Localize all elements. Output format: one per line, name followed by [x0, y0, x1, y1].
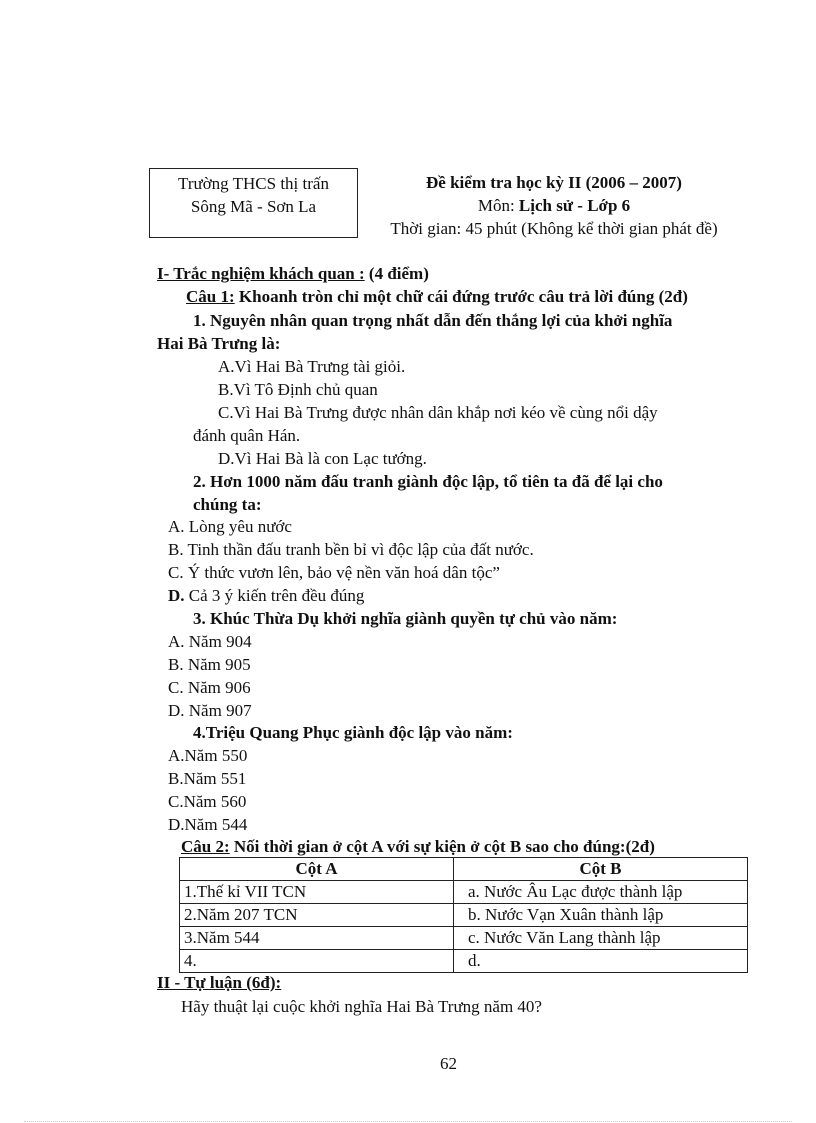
q1-option-a: A.Vì Hai Bà Trưng tài giỏi. [218, 357, 406, 376]
cau2-heading [181, 836, 655, 858]
page-bottom-rule [24, 1121, 792, 1122]
table-row [180, 904, 748, 927]
q4-option-d: D.Năm 544 [168, 815, 248, 834]
q2-option-b: B. Tinh thần đấu tranh bền bỉ vì độc lập của đất nước. [168, 540, 534, 559]
col-b-cell: a. Nước Âu Lạc được thành lập [454, 881, 748, 904]
col-a-header: Cột A [180, 858, 454, 881]
cau2-label: Câu 2: [181, 837, 230, 856]
subject-prefix: Môn: [477, 196, 519, 215]
q3-option-c: C. Năm 906 [168, 678, 251, 697]
col-b-cell: d. [454, 950, 748, 973]
subject-name: Lịch sử - Lớp 6 [518, 196, 631, 215]
col-a-cell: 4. [180, 950, 454, 973]
section1-points: (4 điểm) [364, 264, 429, 283]
q1-stem-line1: 1. Nguyên nhân quan trọng nhất dẫn đến thắng lợi của khởi nghĩa [193, 311, 673, 330]
school-name-line1: Trường THCS thị trấn [178, 174, 329, 193]
section2-title: II - Tự luận (6đ): [157, 973, 282, 992]
q4-option-b: B.Năm 551 [168, 769, 247, 788]
cau1-heading [186, 286, 688, 308]
q4-stem: 4.Triệu Quang Phục giành độc lập vào năm: [193, 723, 513, 742]
school-info-box [149, 168, 358, 238]
q4-option-c: C.Năm 560 [168, 792, 247, 811]
q3-option-a: A. Năm 904 [168, 632, 252, 651]
q2-option-d-letter: D. [168, 586, 185, 605]
page-number: 62 [440, 1054, 457, 1073]
q2-stem-line1: 2. Hơn 1000 năm đấu tranh giành độc lập, tổ tiên ta đã để lại cho [193, 472, 663, 491]
col-b-header: Cột B [454, 858, 748, 881]
cau1-text: Khoanh tròn chỉ một chữ cái đứng trước câu trả lời đúng (2đ) [234, 287, 688, 306]
q1-option-b: B.Vì Tô Định chủ quan [218, 380, 378, 399]
exam-time: Thời gian: 45 phút (Không kể thời gian phát đề) [390, 219, 718, 238]
q2-option-d-text: Cả 3 ý kiến trên đều đúng [184, 586, 365, 605]
q3-option-d: D. Năm 907 [168, 701, 252, 720]
cau2-text: Nối thời gian ở cột A với sự kiện ở cột B sao cho đúng:(2đ) [229, 837, 655, 856]
section2-question: Hãy thuật lại cuộc khởi nghĩa Hai Bà Trưng năm 40? [181, 997, 542, 1016]
q1-option-c-line2: đánh quân Hán. [193, 426, 301, 445]
table-row [180, 927, 748, 950]
table-row [180, 881, 748, 904]
q2-stem-line2: chúng ta: [193, 495, 262, 514]
q1-option-c-line1: C.Vì Hai Bà Trưng được nhân dân khắp nơi kéo về cùng nổi dậy [218, 403, 658, 422]
col-b-cell: c. Nước Văn Lang thành lập [454, 927, 748, 950]
q3-option-b: B. Năm 905 [168, 655, 251, 674]
table-row [180, 950, 748, 973]
school-name-line2: Sông Mã - Sơn La [190, 197, 317, 216]
exam-title: Đề kiểm tra học kỳ II (2006 – 2007) [426, 173, 682, 192]
q2-option-d [168, 585, 364, 607]
q2-option-c: C. Ý thức vươn lên, bảo vệ nền văn hoá dân tộc” [168, 563, 500, 582]
section1-heading [157, 263, 429, 285]
q1-option-d: D.Vì Hai Bà là con Lạc tướng. [218, 449, 427, 468]
col-b-cell: b. Nước Vạn Xuân thành lập [454, 904, 748, 927]
col-a-cell: 1.Thế kỉ VII TCN [180, 881, 454, 904]
cau1-label: Câu 1: [186, 287, 235, 306]
matching-table [179, 857, 748, 973]
col-a-cell: 2.Năm 207 TCN [180, 904, 454, 927]
q4-option-a: A.Năm 550 [168, 746, 248, 765]
exam-subject [354, 194, 754, 217]
col-a-cell: 3.Năm 544 [180, 927, 454, 950]
table-header-row [180, 858, 748, 881]
q3-stem: 3. Khúc Thừa Dụ khởi nghĩa giành quyền tự chủ vào năm: [193, 609, 618, 628]
q1-stem-line2: Hai Bà Trưng là: [157, 334, 281, 353]
q2-option-a: A. Lòng yêu nước [168, 517, 292, 536]
section1-title: I- Trắc nghiệm khách quan : [157, 264, 365, 283]
